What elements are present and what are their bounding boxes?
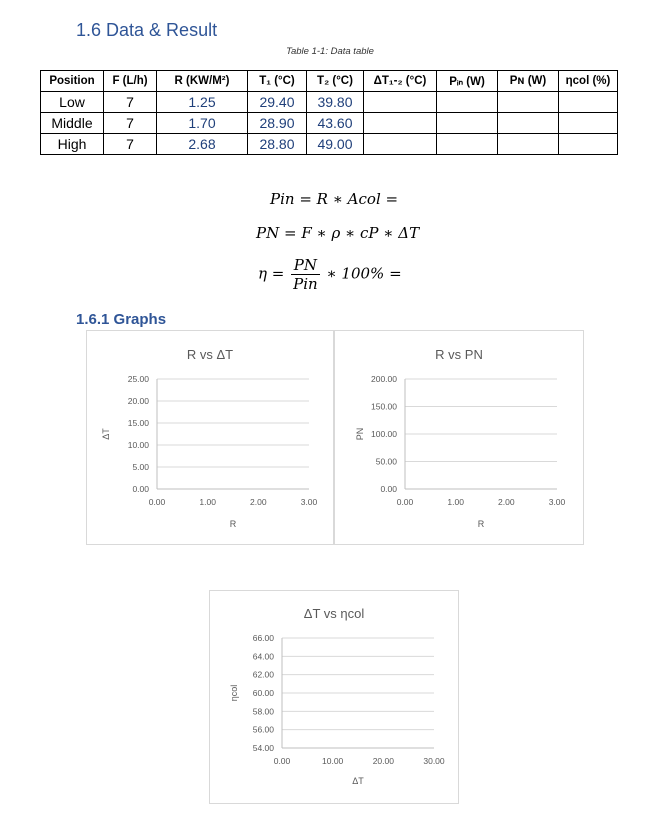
x-tick-label: 3.00 xyxy=(548,497,566,507)
cell-eta xyxy=(559,113,618,134)
cell-p-in xyxy=(437,134,498,155)
y-tick-label: 60.00 xyxy=(252,688,274,698)
y-tick-label: 54.00 xyxy=(252,743,274,753)
section-title: 1.6 Data & Result xyxy=(76,20,218,40)
cell-position: Low xyxy=(41,92,104,113)
y-tick-label: 25.00 xyxy=(127,374,149,384)
equation-efficiency-lhs: η = xyxy=(258,264,285,283)
x-tick-label: 0.00 xyxy=(273,756,291,766)
cell-t2: 43.60 xyxy=(307,113,364,134)
table-row xyxy=(41,92,618,113)
cell-p-in xyxy=(437,92,498,113)
cell-delta-t xyxy=(364,113,437,134)
y-axis-label: ΔT xyxy=(101,428,111,440)
chart-svg xyxy=(335,331,583,544)
y-tick-label: 62.00 xyxy=(252,669,274,680)
chart-delta-t-vs-eta xyxy=(209,590,459,804)
chart-svg xyxy=(87,331,333,544)
header-p-n: Pɴ (W) xyxy=(498,71,559,92)
header-t1: T₁ (°C) xyxy=(248,71,307,92)
fraction-numerator: PN xyxy=(291,256,320,275)
equation-p-in: Pin = R ∗ Acol = xyxy=(270,190,399,208)
header-position: Position xyxy=(41,71,104,92)
chart-title: R vs ΔT xyxy=(186,347,234,362)
table-header-row xyxy=(41,71,618,92)
y-tick-label: 100.00 xyxy=(371,429,397,439)
x-axis-label: R xyxy=(229,519,237,529)
header-delta-t: ΔT₁-₂ (°C) xyxy=(364,71,437,92)
cell-eta xyxy=(559,92,618,113)
cell-radiation: 1.70 xyxy=(157,113,248,134)
y-tick-label: 50.00 xyxy=(375,456,397,467)
cell-flow: 7 xyxy=(104,113,157,134)
table-row xyxy=(41,113,618,134)
x-tick-label: 10.00 xyxy=(322,756,344,766)
subsection-title: 1.6.1 Graphs xyxy=(76,311,167,328)
equation-efficiency xyxy=(258,256,402,293)
data-table xyxy=(40,70,618,155)
y-tick-label: 0.00 xyxy=(132,484,149,494)
cell-t1: 28.80 xyxy=(248,134,307,155)
chart-r-vs-pn xyxy=(334,330,584,545)
y-tick-label: 150.00 xyxy=(371,401,397,412)
cell-t2: 49.00 xyxy=(307,134,364,155)
y-axis-label: ηcol xyxy=(229,684,239,702)
cell-flow: 7 xyxy=(104,92,157,113)
header-radiation: R (KW/M²) xyxy=(157,71,248,92)
cell-t2: 39.80 xyxy=(307,92,364,113)
header-eta: ηcol (%) xyxy=(559,71,618,92)
chart-r-vs-delta-t xyxy=(86,330,334,545)
cell-position: High xyxy=(41,134,104,155)
x-tick-label: 1.00 xyxy=(447,497,464,507)
y-tick-label: 15.00 xyxy=(127,418,149,428)
x-tick-label: 1.00 xyxy=(199,497,216,507)
chart-svg xyxy=(210,591,458,803)
x-tick-label: 2.00 xyxy=(498,497,515,507)
header-p-in: Pᵢₙ (W) xyxy=(437,71,498,92)
x-tick-label: 3.00 xyxy=(300,497,318,507)
header-flow: F (L/h) xyxy=(104,71,157,92)
x-tick-label: 30.00 xyxy=(423,756,445,766)
x-tick-label: 0.00 xyxy=(148,497,166,507)
x-tick-label: 2.00 xyxy=(250,497,267,507)
y-tick-label: 66.00 xyxy=(252,633,274,643)
header-t2: T₂ (°C) xyxy=(307,71,364,92)
y-tick-label: 20.00 xyxy=(127,396,149,406)
chart-title: R vs PN xyxy=(435,347,483,362)
y-tick-label: 56.00 xyxy=(252,724,274,735)
x-tick-label: 0.00 xyxy=(396,497,414,507)
y-tick-label: 200.00 xyxy=(371,374,397,384)
table-row xyxy=(41,134,618,155)
x-tick-label: 20.00 xyxy=(372,756,394,766)
cell-radiation: 2.68 xyxy=(157,134,248,155)
equation-efficiency-rhs: ∗ 100% = xyxy=(326,264,402,283)
y-tick-label: 58.00 xyxy=(252,706,274,717)
cell-position: Middle xyxy=(41,113,104,134)
y-axis-label: PN xyxy=(355,427,365,441)
cell-radiation: 1.25 xyxy=(157,92,248,113)
x-axis-label: R xyxy=(477,519,485,529)
x-axis-label: ΔT xyxy=(352,776,364,786)
table-caption: Table 1-1: Data table xyxy=(286,46,374,57)
cell-delta-t xyxy=(364,92,437,113)
cell-eta xyxy=(559,134,618,155)
y-tick-label: 5.00 xyxy=(132,462,149,472)
y-tick-label: 0.00 xyxy=(380,484,397,494)
equation-fraction xyxy=(291,256,320,293)
chart-title: ΔT vs ηcol xyxy=(303,606,365,621)
equation-p-n: PN = F ∗ ρ ∗ cP ∗ ΔT xyxy=(256,224,420,242)
y-tick-label: 64.00 xyxy=(252,651,274,662)
cell-flow: 7 xyxy=(104,134,157,155)
cell-t1: 29.40 xyxy=(248,92,307,113)
fraction-denominator: Pin xyxy=(293,275,318,293)
cell-t1: 28.90 xyxy=(248,113,307,134)
cell-p-n xyxy=(498,92,559,113)
cell-p-n xyxy=(498,134,559,155)
cell-p-n xyxy=(498,113,559,134)
cell-delta-t xyxy=(364,134,437,155)
y-tick-label: 10.00 xyxy=(127,440,149,450)
cell-p-in xyxy=(437,113,498,134)
